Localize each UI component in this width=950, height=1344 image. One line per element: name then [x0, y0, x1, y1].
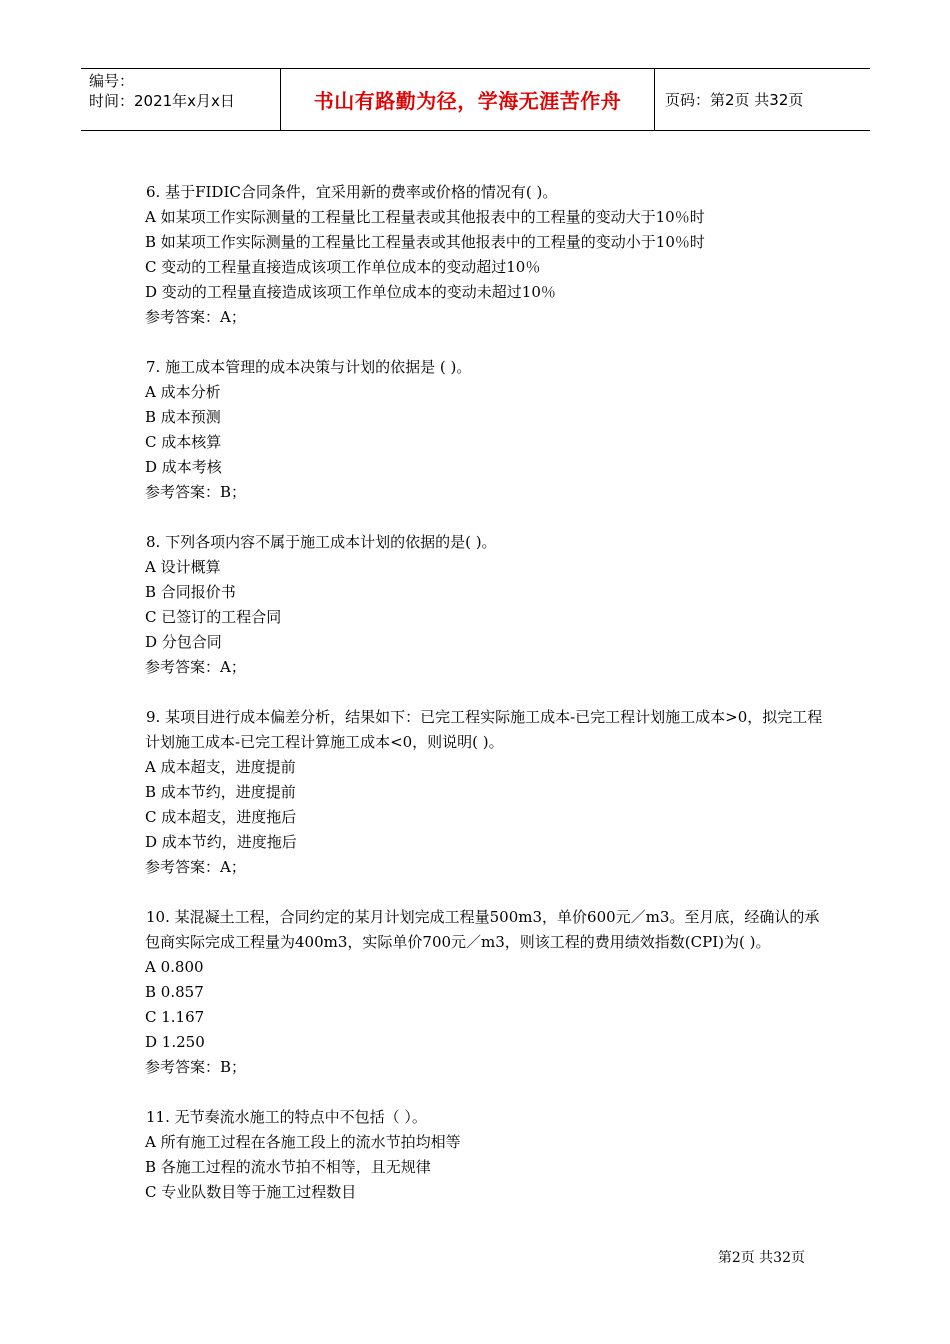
option-a: A 成本分析 — [145, 383, 221, 401]
page-header — [81, 68, 870, 131]
option-a: A 成本超支，进度提前 — [145, 758, 296, 776]
answer: 参考答案：B； — [145, 1058, 247, 1076]
option-c: C 1.167 — [145, 1008, 205, 1026]
option-b: B 合同报价书 — [145, 583, 236, 601]
question-7 — [145, 355, 825, 505]
option-d: D 1.250 — [145, 1033, 205, 1051]
option-b: B 如某项工作实际测量的工程量比工程量表或其他报表中的工程量的变动小于10％时 — [145, 233, 705, 251]
option-d: D 成本节约，进度拖后 — [145, 833, 297, 851]
option-c: C 已签订的工程合同 — [145, 608, 282, 626]
option-b: B 0.857 — [145, 983, 204, 1001]
answer: 参考答案：B； — [145, 483, 247, 501]
header-meta — [81, 69, 281, 130]
question-stem: 8. 下列各项内容不属于施工成本计划的依据的是( )。 — [146, 533, 497, 551]
header-motto: 书山有路勤为径，学海无涯苦作舟 — [281, 69, 655, 130]
option-a: A 如某项工作实际测量的工程量比工程量表或其他报表中的工程量的变动大于10％时 — [145, 208, 705, 226]
answer: 参考答案：A； — [145, 308, 246, 326]
question-8 — [145, 530, 825, 680]
question-list — [145, 180, 825, 1230]
option-d: D 变动的工程量直接造成该项工作单位成本的变动未超过10％ — [145, 283, 556, 301]
answer: 参考答案：A； — [145, 858, 246, 876]
option-b: B 成本节约，进度提前 — [145, 783, 296, 801]
question-stem: 6. 基于FIDIC合同条件，宜采用新的费率或价格的情况有( )。 — [146, 183, 558, 201]
option-a: A 所有施工过程在各施工段上的流水节拍均相等 — [145, 1133, 461, 1151]
option-d: D 成本考核 — [145, 458, 222, 476]
option-b: B 各施工过程的流水节拍不相等，且无规律 — [145, 1158, 431, 1176]
option-c: C 成本超支，进度拖后 — [145, 808, 297, 826]
answer: 参考答案：A； — [145, 658, 246, 676]
question-stem: 11. 无节奏流水施工的特点中不包括（ ）。 — [146, 1108, 427, 1126]
question-6 — [145, 180, 825, 330]
option-d: D 分包合同 — [145, 633, 222, 651]
option-c: C 成本核算 — [145, 433, 222, 451]
question-stem: 10. 某混凝土工程，合同约定的某月计划完成工程量500m3，单价600元／m3。至月底，经确认的承包商实际完成工程量为400m3，实际单价700元／m3，则该工程的费用绩效指数(CPI)为( )。 — [145, 908, 820, 951]
time-label: 时间：2021年x月x日 — [89, 92, 235, 110]
option-a: A 设计概算 — [145, 558, 221, 576]
option-b: B 成本预测 — [145, 408, 221, 426]
question-stem: 9. 某项目进行成本偏差分析，结果如下：已完工程实际施工成本-已完工程计划施工成本>0，拟完工程计划施工成本-已完工程计算施工成本<0，则说明( )。 — [145, 708, 823, 751]
number-label: 编号： — [89, 72, 135, 90]
option-c: C 专业队数目等于施工过程数目 — [145, 1183, 357, 1201]
option-c: C 变动的工程量直接造成该项工作单位成本的变动超过10％ — [145, 258, 541, 276]
question-10 — [145, 905, 825, 1080]
header-page-info: 页码：第2页 共32页 — [665, 91, 804, 109]
page-footer: 第2页 共32页 — [717, 1250, 805, 1266]
question-stem: 7. 施工成本管理的成本决策与计划的依据是 ( )。 — [146, 358, 472, 376]
question-11 — [145, 1105, 825, 1205]
question-9 — [145, 705, 825, 880]
option-a: A 0.800 — [145, 958, 204, 976]
